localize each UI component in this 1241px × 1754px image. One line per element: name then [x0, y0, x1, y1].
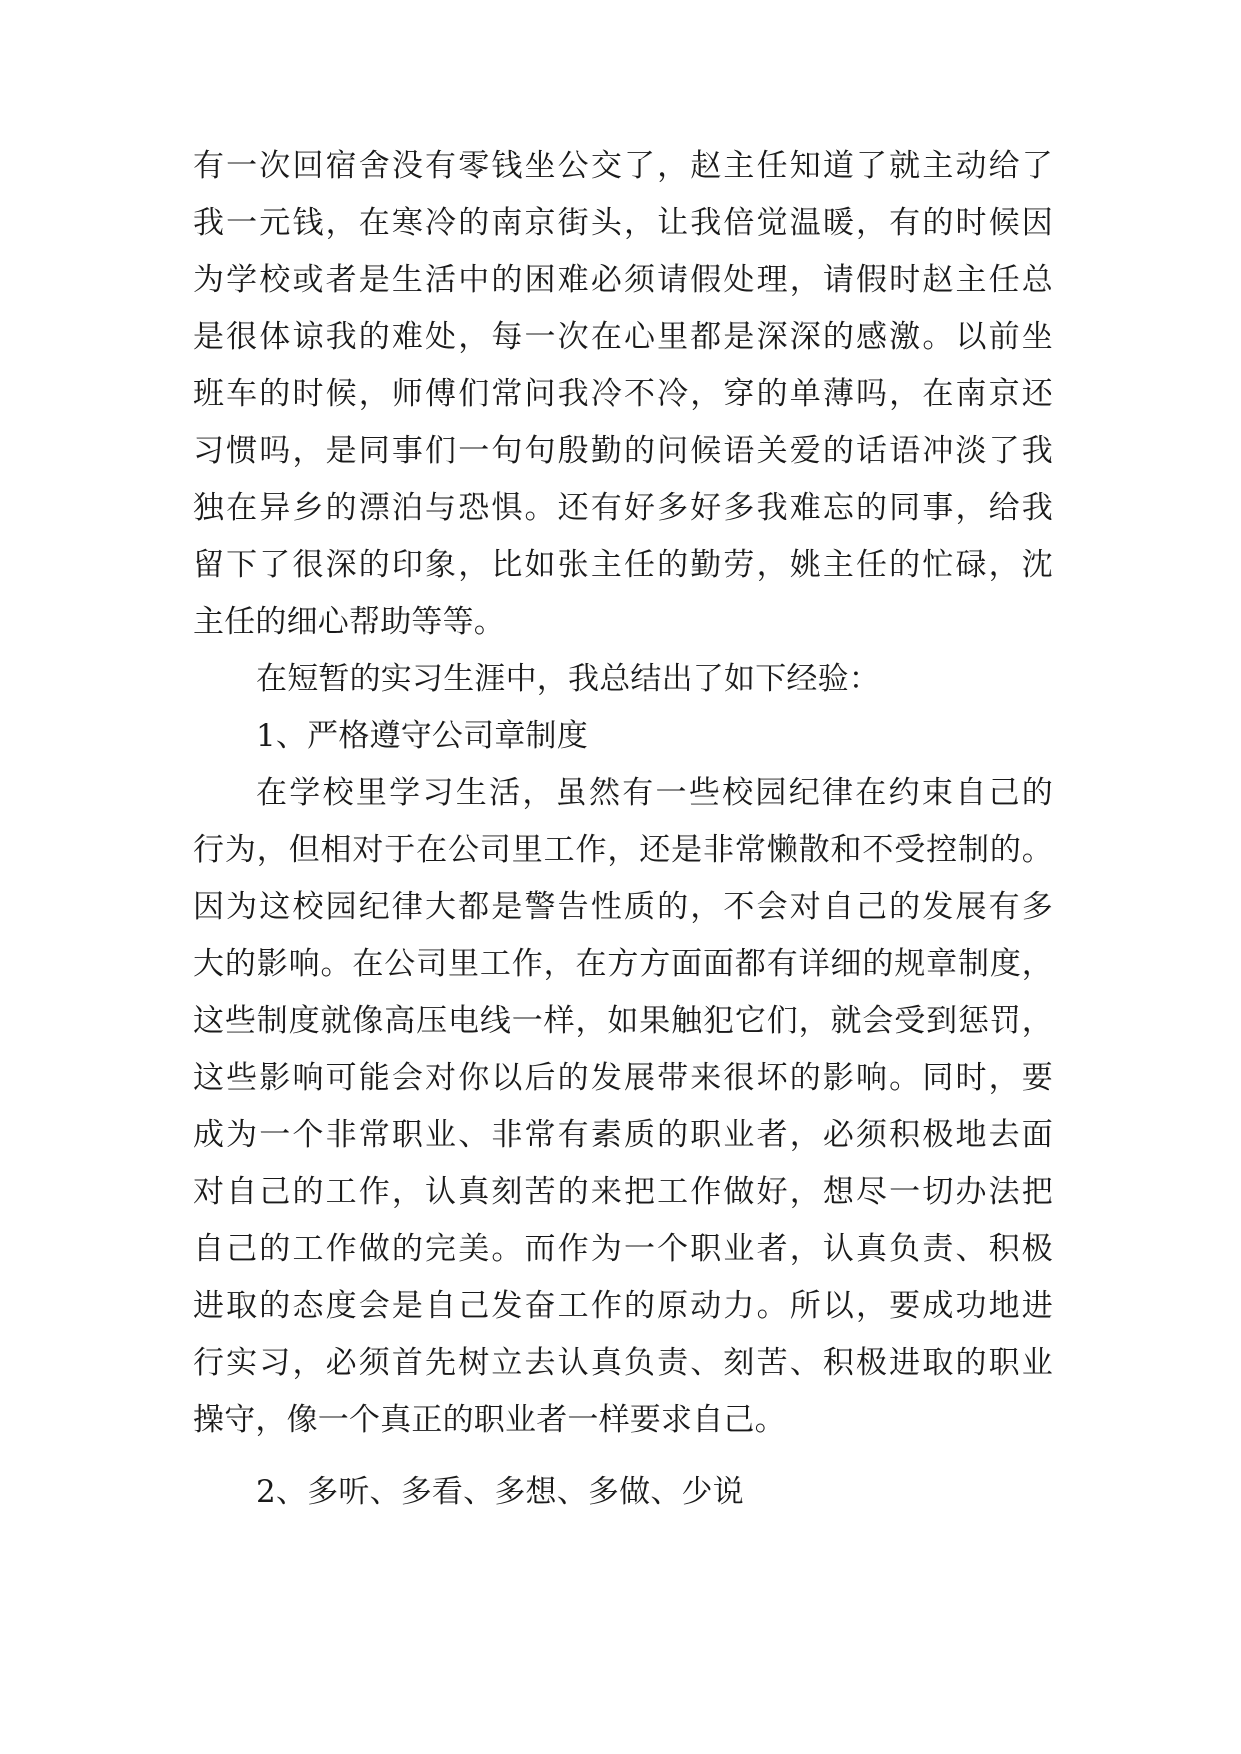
text-line: 这些制度就像高压电线一样，如果触犯它们，就会受到惩罚， — [193, 1003, 1053, 1039]
text-line: 对自己的工作，认真刻苦的来把工作做好，想尽一切办法把 — [193, 1174, 1053, 1210]
text-line: 因为这校园纪律大都是警告性质的，不会对自己的发展有多 — [193, 889, 1053, 925]
text-line: 这些影响可能会对你以后的发展带来很坏的影响。同时，要 — [193, 1060, 1053, 1096]
text-line: 习惯吗，是同事们一句句殷勤的问候语关爱的话语冲淡了我 — [193, 433, 1053, 469]
text-line: 为学校或者是生活中的困难必须请假处理，请假时赵主任总 — [193, 262, 1053, 298]
text-line: 主任的细心帮助等等。 — [193, 604, 505, 640]
text-line: 行实习，必须首先树立去认真负责、刻苦、积极进取的职业 — [193, 1345, 1053, 1381]
text-line: 成为一个非常职业、非常有素质的职业者，必须积极地去面 — [193, 1117, 1053, 1153]
text-line: 留下了很深的印象，比如张主任的勤劳，姚主任的忙碌，沈 — [193, 547, 1053, 583]
text-line: 操守，像一个真正的职业者一样要求自己。 — [193, 1402, 786, 1438]
text-line: 独在异乡的漂泊与恐惧。还有好多好多我难忘的同事，给我 — [193, 490, 1053, 526]
text-line: 行为，但相对于在公司里工作，还是非常懒散和不受控制的。 — [193, 832, 1053, 868]
text-line: 是很体谅我的难处，每一次在心里都是深深的感激。以前坐 — [193, 319, 1053, 355]
section-heading: 1、严格遵守公司章制度 — [256, 718, 588, 754]
text-line: 自己的工作做的完美。而作为一个职业者，认真负责、积极 — [193, 1231, 1053, 1267]
text-line: 有一次回宿舍没有零钱坐公交了，赵主任知道了就主动给了 — [193, 148, 1053, 184]
paragraph-line: 在学校里学习生活，虽然有一些校园纪律在约束自己的 — [256, 775, 1053, 811]
text-line: 进取的态度会是自己发奋工作的原动力。所以，要成功地进 — [193, 1288, 1053, 1324]
text-line: 班车的时候，师傅们常问我冷不冷，穿的单薄吗，在南京还 — [193, 376, 1053, 412]
text-line: 大的影响。在公司里工作，在方方面面都有详细的规章制度， — [193, 946, 1053, 982]
text-line: 我一元钱，在寒冷的南京街头，让我倍觉温暖，有的时候因 — [193, 205, 1053, 241]
paragraph-line: 在短暂的实习生涯中，我总结出了如下经验： — [256, 661, 880, 697]
section-heading: 2、多听、多看、多想、多做、少说 — [256, 1474, 744, 1510]
